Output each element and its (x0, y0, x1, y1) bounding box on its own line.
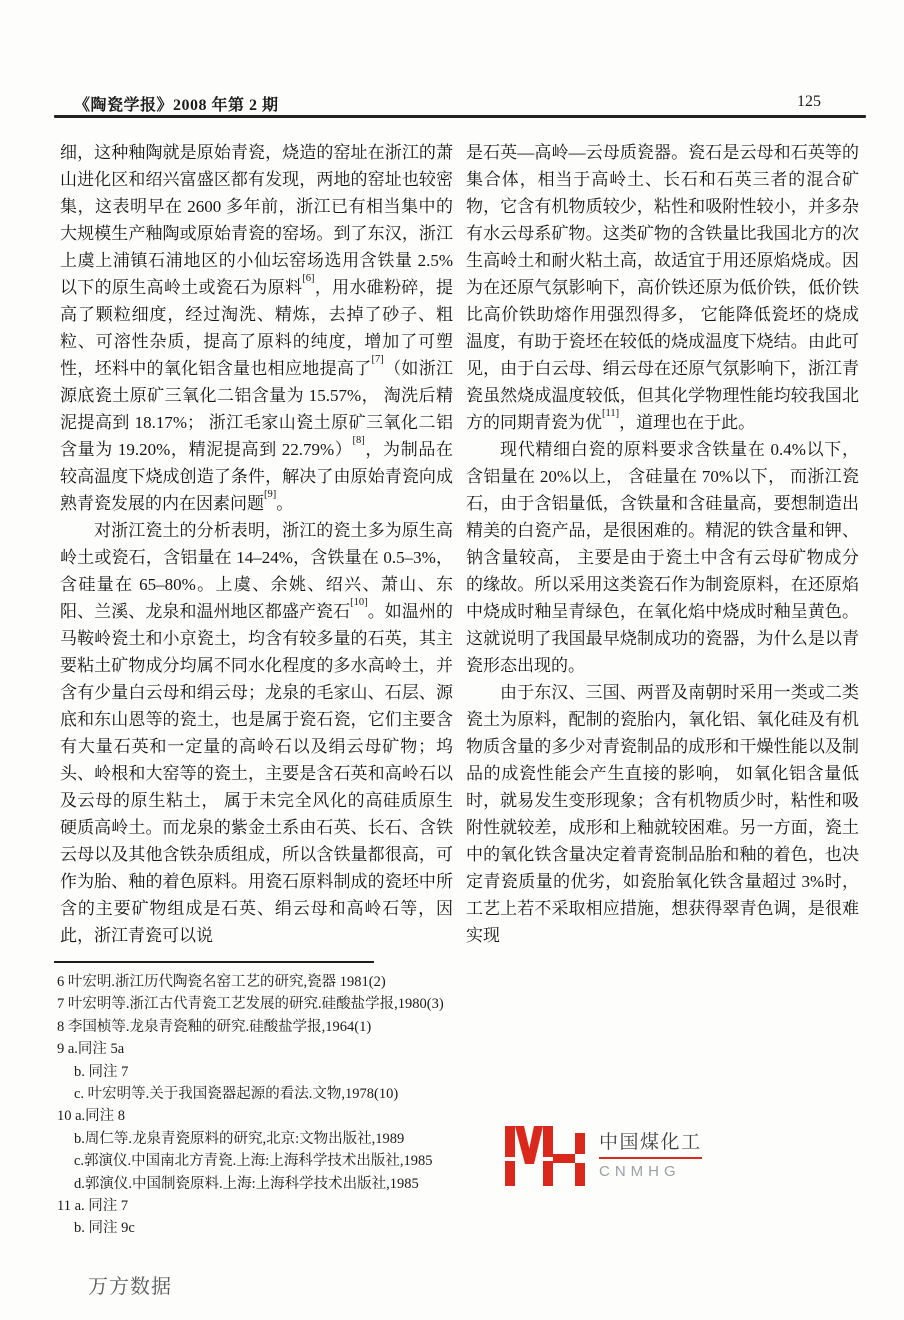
cnmhg-logo-text (599, 1132, 739, 1180)
footnote: d.郭演仪.中国制瓷原料.上海:上海科学技术出版社,1985 (74, 1175, 419, 1192)
footnote: 10 a.同注 8 (57, 1108, 126, 1125)
footnote: b.周仁等.龙泉青瓷原料的研究,北京:文物出版社,1989 (74, 1130, 405, 1147)
cnmhg-logo-cn-name: 中国煤化工 (599, 1132, 702, 1153)
column-left (60, 139, 453, 949)
cnmhg-logo-rule (599, 1157, 702, 1159)
footnote: 7 叶宏明等.浙江古代青瓷工艺发展的研究.硅酸盐学报,1980(3) (57, 996, 444, 1013)
paragraph: 现代精细白瓷的原料要求含铁量在 0.4%以下，含铝量在 20%以上， 含硅量在 70%以下， 而浙江瓷石，由于含铝量低，含铁量和含硅量高，要想制造出精美的白瓷产品，是很困难的。精泥的铁含量和钾、钠含量较高， 主要是由于瓷土中含有云母矿物成分的缘故。所以采用这类瓷石作为制瓷原料，在还原焰中烧成时釉呈青绿色，在氧化焰中烧成时釉呈黄色。 这就说明了我国最早烧制成功的瓷器，为什么是以青瓷形态出现的。 (466, 440, 859, 675)
footnote-ref: [11] (602, 408, 620, 420)
wanfang-watermark: 万方数据 (88, 1276, 172, 1298)
footnote-rule (54, 961, 374, 963)
cnmhg-logo (505, 1126, 745, 1188)
footnote-ref: [7] (371, 354, 384, 366)
header-rule (54, 115, 866, 118)
footnote: c.郭演仪.中国南北方青瓷.上海:上海科学技术出版社,1985 (74, 1153, 433, 1170)
page-number: 125 (797, 93, 821, 110)
paragraph: 是石英—高岭—云母质瓷器。瓷石是云母和石英等的集合体，相当于高岭土、长石和石英三者的混合矿物，它含有机物质较少，粘性和吸附性较小，并多杂有水云母系矿物。这类矿物的含铁量比我国北方的次生高岭土和耐火粘土高，故适宜于用还原焰烧成。因为在还原气氛影响下，高价铁还原为低价铁，低价铁比高价铁助熔作用强烈得多， 它能降低瓷坯的烧成温度，有助于瓷坯在较低的烧成温度下烧结。由此可见，由于白云母、绢云母在还原气氛影响下，浙江青瓷虽然烧成温度较低，但其化学物理性能均较我国北方的同期青瓷为优[11]，道理也在于此。 (466, 143, 859, 432)
footnote: b. 同注 9c (74, 1220, 135, 1237)
footnote: c. 叶宏明等.关于我国瓷器起源的看法.文物,1978(10) (74, 1086, 399, 1103)
footnote-ref: [10] (350, 597, 368, 609)
footnotes (57, 971, 467, 1240)
footnote-ref: [8] (352, 435, 365, 447)
footnote: 6 叶宏明.浙江历代陶瓷名窑工艺的研究,瓷器 1981(2) (57, 974, 386, 990)
footnote: 11 a. 同注 7 (57, 1198, 129, 1215)
cnmhg-logo-icon (505, 1126, 590, 1186)
footnote-ref: [6] (302, 273, 315, 285)
footnote-ref: [9] (264, 489, 277, 501)
paragraph: 对浙江瓷土的分析表明，浙江的瓷土多为原生高岭土或瓷石，含铝量在 14–24%，含铁量在 0.5–3%，含硅量在 65–80%。上虞、余姚、绍兴、萧山、东阳、兰溪、龙泉和温州地区都盛产瓷石[10]。如温州的马鞍岭瓷土和小京瓷土，均含有较多量的石英，其主要粘土矿物成分均属不同水化程度的多水高岭土，并含有少量白云母和绢云母；龙泉的毛家山、石层、源底和东山恩等的瓷土，也是属于瓷石瓷，它们主要含有大量石英和一定量的高岭石以及绢云母矿物；坞头、岭根和大窑等的瓷土，主要是含石英和高岭石以及云母的原生粘土， 属于未完全风化的高硅质原生硬质高岭土。而龙泉的紫金土系由石英、长石、含铁云母以及其他含铁杂质组成，所以含铁量都很高，可作为胎、釉的着色原料。用瓷石原料制成的瓷坯中所含的主要矿物组成是石英、绢云母和高岭石等，因此，浙江青瓷可以说 (60, 521, 454, 945)
journal-title: 《陶瓷学报》2008 年第 2 期 (74, 97, 279, 114)
paragraph: 由于东汉、三国、两晋及南朝时采用一类或二类瓷土为原料，配制的瓷胎内，氧化铝、氧化硅及有机物质含量的多少对青瓷制品的成形和干燥性能以及制品的成瓷性能会产生直接的影响， 如氧化铝含量低时，就易发生变形现象；含有机物质少时，粘性和吸附性就较差，成形和上釉就较困难。另一方面，瓷土中的氧化铁含量决定着青瓷制品胎和釉的着色，也决定青瓷质量的优劣，如瓷胎氧化铁含量超过 3%时，工艺上若不采取相应措施，想获得翠青色调，是很难实现 (466, 683, 859, 945)
footnote: b. 同注 7 (74, 1063, 129, 1080)
footnote: 9 a.同注 5a (57, 1041, 125, 1058)
footnote: 8 李国桢等.龙泉青瓷釉的研究.硅酸盐学报,1964(1) (57, 1018, 372, 1035)
paragraph: 细，这种釉陶就是原始青瓷，烧造的窑址在浙江的萧山进化区和绍兴富盛区都有发现，两地的窑址也较密集，这表明早在 2600 多年前，浙江已有相当集中的大规模生产釉陶或原始青瓷的窑场。到了东汉，浙江上虞上浦镇石浦地区的小仙坛窑场选用含铁量 2.5%以下的原生高岭土或瓷石为原料[6]，用水碓粉碎，提高了颗粒细度，经过淘洗、精炼，去掉了砂子、粗粒、可溶性杂质，提高了原料的纯度，增加了可塑性，坯料中的氧化铝含量也相应地提高了[7]（如浙江源底瓷土原矿三氧化二铝含量为 15.57%， 淘洗后精泥提高到 18.17%； 浙江毛家山瓷土原矿三氧化二铝含量为 19.20%，精泥提高到 22.79%）[8]，为制品在较高温度下烧成创造了条件，解决了由原始青瓷向成熟青瓷发展的内在因素问题[9]。 (60, 143, 454, 513)
column-right (466, 139, 859, 949)
cnmhg-logo-en-abbr: CNMHG (599, 1163, 681, 1180)
